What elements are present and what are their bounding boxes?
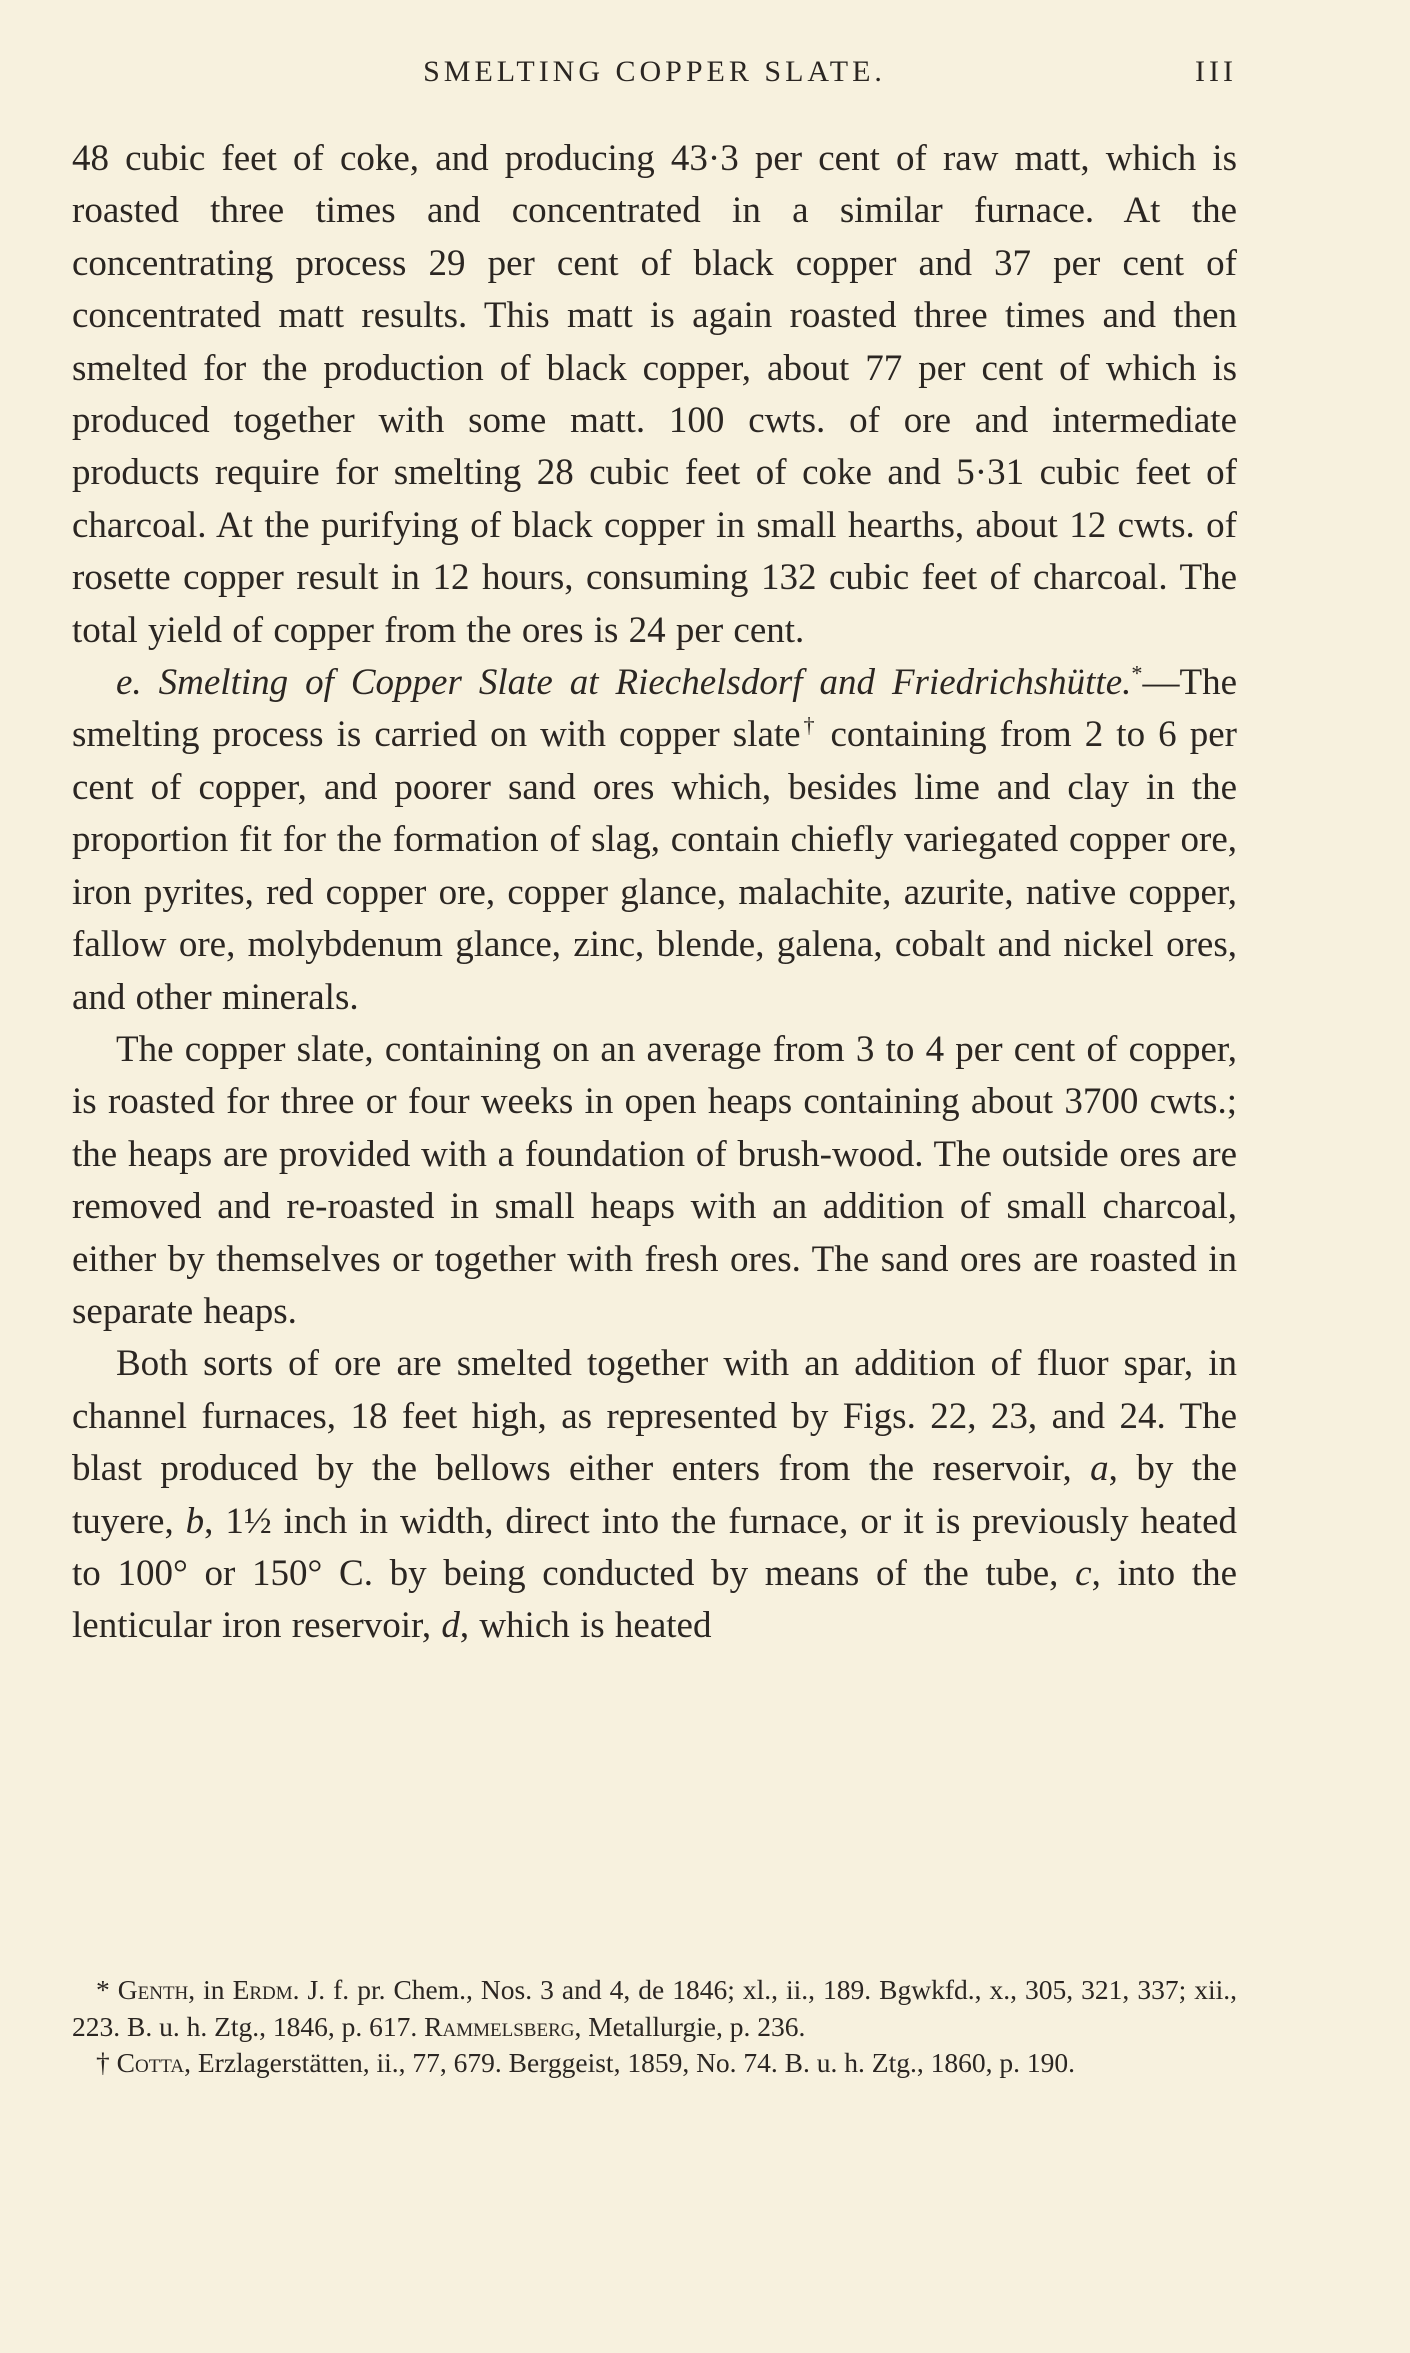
section-body-a: —The smelting process is carried on with copper slate	[72, 662, 1237, 756]
smelting-text-b: , by the tuyere,	[72, 1448, 1237, 1542]
paragraph-roasting: The copper slate, containing on an average from 3 to 4 per cent of copper, is roasted for three or four weeks in open heaps containing about 3700 cwts.; the heaps are provided with a foundation of brush-wood. The outside ores are removed and re-roasted in small heaps with an addition of small charcoal, either by themselves or together with fresh ores. The sand ores are roasted in separate heaps.	[72, 1028, 1237, 1332]
smelting-text-e: , which is heated	[459, 1605, 712, 1647]
footnotes	[72, 1972, 1237, 2082]
figure-letter-c: c	[1075, 1552, 1092, 1594]
figure-letter-a: a	[1090, 1448, 1109, 1490]
body-text	[72, 133, 1237, 1653]
page-number: III	[1195, 55, 1237, 88]
footnote-star	[72, 1972, 1237, 2045]
figure-letter-d: d	[441, 1605, 460, 1647]
footnote-author: Genth	[117, 1974, 189, 2005]
section-body-b: containing from 2 to 6 per cent of copper, and poorer sand ores which, besides lime and clay in the proportion fit for the formation of slag, contain chiefly variegated copper ore, iron pyrites, red copper ore, copper glance, malachite, azurite, native copper, fallow ore, molybdenum glance, zinc, blende, galena, cobalt and nickel ores, and other minerals.	[72, 714, 1237, 1018]
footnote-author-2: Rammelsberg	[424, 2010, 575, 2042]
smelting-text-a: Both sorts of ore are smelted together with an addition of fluor spar, in channel furnaces, 18 feet high, as represented by Figs. 22, 23, and 24. The blast produced by the bellows either enters from the reservoir,	[72, 1343, 1237, 1490]
paragraph-smelting	[72, 1338, 1237, 1652]
footnote-ref-dagger: †	[800, 713, 818, 739]
section-heading: Smelting of Copper Slate at Riechelsdorf and Friedrichshütte.	[158, 662, 1132, 704]
footnote-star-mark: *	[96, 1974, 110, 2005]
footnote-journal: Erdm.	[232, 1974, 300, 2005]
paragraph-continued: 48 cubic feet of coke, and producing 43·3 per cent of raw matt, which is roasted three times and concentrated in a similar furnace. At the concentrating process 29 per cent of black copper and 37 per cent of concentrated matt results. This matt is again roasted three times and then smelted for the production of black copper, about 77 per cent of which is produced together with some matt. 100 cwts. of ore and intermediate products require for smelting 28 cubic feet of coke and 5·31 cubic feet of charcoal. At the purifying of black copper in small hearths, about 12 cwts. of rosette copper result in 12 hours, consuming 132 cubic feet of charcoal. The total yield of copper from the ores is 24 per cent.	[72, 138, 1237, 651]
figure-letter-b: b	[185, 1500, 205, 1542]
footnote-text-b: J. f. pr. Chem., Nos. 3 and 4, de 1846; xl., ii., 189. Bgwkfd., x., 305, 321, 337; xii., 223. B. u. h. Ztg., 1846, p. 617.	[72, 1974, 1238, 2042]
running-head	[72, 52, 1237, 92]
running-title: SMELTING COPPER SLATE.	[423, 55, 886, 88]
paragraph-section-e	[72, 657, 1237, 1024]
section-label: e.	[116, 662, 142, 704]
footnote-text-c: , Metallurgie, p. 236.	[574, 2010, 806, 2042]
footnote-ref-star: *	[1131, 660, 1143, 686]
footnote-dagger-mark: †	[96, 2047, 110, 2078]
footnote-dagger	[72, 2045, 1237, 2082]
smelting-text-d: , into the lenticular iron reservoir,	[72, 1552, 1237, 1647]
footnote-dagger-author: Cotta	[116, 2047, 185, 2078]
footnote-dagger-text: , Erzlagerstätten, ii., 77, 679. Berggeist, 1859, No. 74. B. u. h. Ztg., 1860, p. 190.	[184, 2047, 1075, 2078]
smelting-text-c: , 1½ inch in width, direct into the furnace, or it is previously heated to 100° or 150° C. by being conducted by means of the tube,	[72, 1500, 1237, 1594]
footnote-text-a: , in	[188, 1974, 233, 2005]
